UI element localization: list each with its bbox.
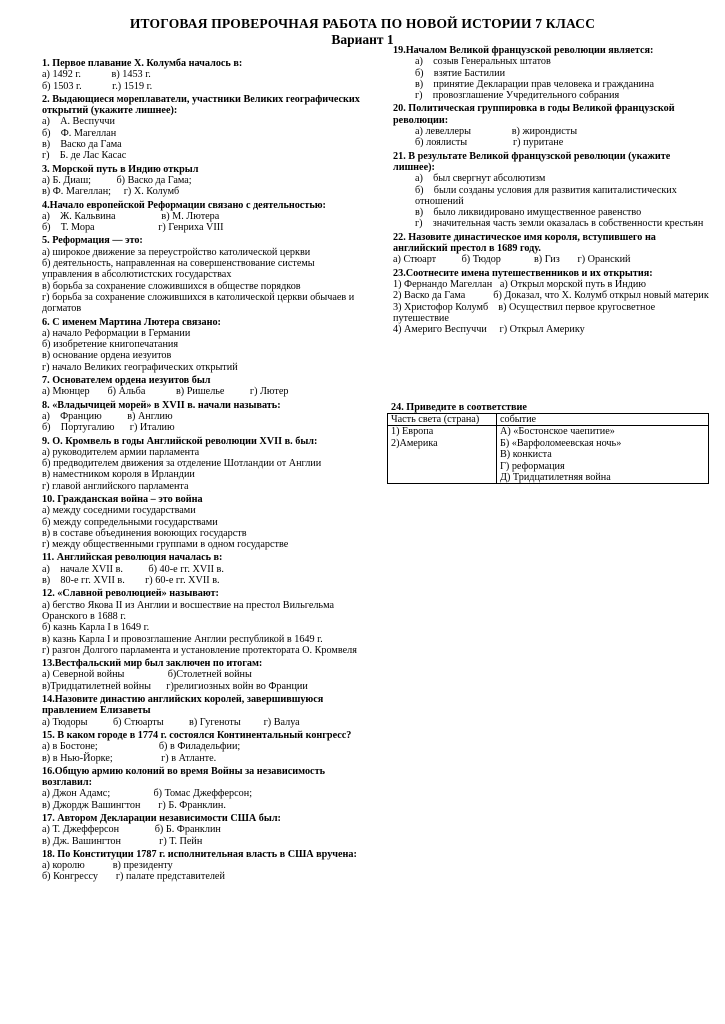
question-text: 22. Назовите династическое имя короля, вступившего на английский престол в 1689 году. [393,231,656,255]
answer-option: а) Стюарт б) Тюдор в) Гиз г) Оранский [393,254,631,266]
answer-option: 2) Васко да Гама б) Доказал, что Х. Колумб открыл новый материк [393,290,709,302]
question-block [42,94,360,162]
question-block [42,436,360,492]
question-text: 12. «Славной революцией» называют: [42,588,219,600]
answer-option: 1) Фернандо Магеллан а) Открыл морской путь в Индию [393,278,646,290]
question-block [42,694,360,728]
question-text: 23.Соотнесите имена путешественников и их открытия: [393,267,653,279]
question-block [42,494,360,550]
matching-table [387,413,709,484]
answer-option: а) А. Веспуччи [42,116,115,128]
question-text: 4.Начало европейской Реформации связано с деятельностью: [42,199,326,211]
regions-cell [388,426,497,484]
answer-option: а) Тюдоры б) Стюарты в) Гугеноты г) Валуа [42,716,300,728]
answer-option: б) деятельность, направленная на совершенствование системы управления в абсолютистских государствах [42,258,318,281]
answer-option: а) Б. Диаш; б) Васко да Гама; [42,174,192,186]
answer-option: 4) Америго Веспуччи г) Открыл Америку [393,324,585,336]
question-block [42,400,360,434]
answer-option: в) в Нью-Йорке; г) в Атланте. [42,752,217,764]
question-text: 16.Общую армию колоний во время Войны за независимость возглавил: [42,765,325,789]
question-block [42,730,360,764]
question-text: 3. Морской путь в Индию открыл [42,163,199,175]
answer-option: б) между сопредельными государствами [42,516,218,528]
answer-option: а) руководителем армии парламента [42,446,200,458]
answer-option: в) борьба за сохранение сложившихся в обществе порядков [42,280,301,292]
answer-option: г) разгон Долгого парламента и установление протектората О. Кромвеля [42,644,357,656]
question-block [42,317,360,373]
page-title: ИТОГОВАЯ ПРОВЕРОЧНАЯ РАБОТА ПО НОВОЙ ИСТОРИИ 7 КЛАСС [129,16,596,31]
question-text: 11. Английская революция началась в: [42,552,223,564]
answer-option: г) значительная часть земли оказалась в собственности крестьян [415,218,704,230]
question-block [393,268,709,336]
answer-option: в) Джордж Вашингтон г) Б. Франклин. [42,799,226,811]
matching-table-body [388,426,709,484]
question-block [42,658,360,692]
answer-option: а) левеллеры в) жирондисты [415,126,578,138]
question-block [42,552,360,586]
answer-option: а) 1492 г. в) 1453 г. [42,69,151,81]
question-block [42,375,360,398]
answer-option: б) Ф. Магеллан [42,127,117,139]
answer-option: а) был свергнут абсолютизм [415,173,546,185]
question-block [42,766,360,811]
answer-option: в) Дж. Вашингтон г) Т. Пейн [42,835,203,847]
answer-option: б) Конгрессу г) палате представителей [42,871,225,883]
answer-option: в) было ликвидировано имущественное равенство [415,207,642,219]
answer-option: в) основание ордена иезуитов [42,350,172,362]
answer-option: б) казнь Карла I в 1649 г. [42,622,150,634]
answer-option: б) предводителем движения за отделение Шотландии от Англии [42,458,322,470]
question-text: 5. Реформация — это: [42,235,143,247]
event-item: В) конкиста [500,449,552,461]
question-text: 21. В результате Великой французской революции (укажите лишнее): [393,150,671,173]
question-block [393,103,709,148]
question-block [42,235,360,314]
answer-option: б) 1503 г. г.) 1519 г. [42,80,153,92]
answer-option: г) главой английского парламента [42,480,189,492]
answer-option: г) между общественными группами в одном государстве [42,539,289,551]
answer-option: в) Ф. Магеллан; г) Х. Колумб [42,186,180,198]
question-block [42,849,360,883]
answer-option: в) казнь Карла I и провозглашение Англии республикой в 1649 г. [42,633,323,645]
answer-option: а) широкое движение за переустройство католической церкви [42,246,311,258]
question-text: 20. Политическая группировка в годы Великой французской революции: [393,103,675,126]
answer-option: в) принятие Декларации прав человека и гражданина [415,78,654,90]
header-event: событие [497,414,709,426]
answer-option: а) созыв Генеральных штатов [415,56,551,68]
event-item: А) «Бостонское чаепитие» [500,426,615,438]
question-block [42,813,360,847]
left-column [42,58,360,883]
question-text: 13.Вестфальский мир был заключен по итогам: [42,658,263,670]
event-item: Г) реформация [500,460,565,472]
question-text: 15. В каком городе в 1774 г. состоялся Континентальный конгресс? [42,729,352,741]
answer-option: в) 80-е гг. XVII в. г) 60-е гг. XVII в. [42,575,220,587]
answer-option: а) королю в) президенту [42,860,173,872]
event-item: Д) Тридцатилетняя война [500,472,611,484]
header-part-of-world: Часть света (страна) [388,414,497,426]
question-24-caption: 24. Приведите в соответствие [391,402,527,413]
matching-table-header [388,414,709,426]
question-text: 18. По Конституции 1787 г. исполнительная власть в США вручена: [42,848,357,860]
question-text: 2. Выдающиеся мореплаватели, участники Великих географических открытий (укажите лишнее): [42,93,360,117]
answer-option: а) Северной войны б)Столетней войны [42,669,252,681]
region-item: 2)Америка [391,437,438,449]
answer-option: г) начало Великих географических открытий [42,361,238,373]
answer-option: а) Джон Адамс; б) Томас Джефферсон; [42,788,253,800]
question-block [393,45,709,101]
answer-option: а) Францию в) Англию [42,410,173,422]
answer-option: а) начало Реформации в Германии [42,327,191,339]
answer-option: б) были созданы условия для развития капиталистических отношений [415,184,680,207]
question-text: 1. Первое плавание Х. Колумба началось в: [42,58,243,69]
question-block [393,232,709,266]
right-column [393,45,709,335]
answer-option: б) изобретение книгопечатания [42,339,179,351]
answer-option: в)Тридцатилетней войны г)религиозных войн во Франции [42,680,308,692]
question-block [42,588,360,656]
question-block [393,151,709,230]
answer-option: б) Т. Мора г) Генриха VIII [42,222,224,234]
answer-option: а) Ж. Кальвина в) М. Лютера [42,210,220,222]
question-text: 10. Гражданская война – это война [42,493,203,505]
question-block [42,164,360,198]
answer-option: а) Т. Джефферсон б) Б. Франклин [42,824,221,836]
answer-option: в) Васко да Гама [42,139,122,151]
answer-option: г) Б. де Лас Касас [42,150,127,162]
question-text: 19.Началом Великой французской революции является: [393,45,654,56]
answer-option: в) наместником короля в Ирландии [42,469,195,481]
variant-subtitle: Вариант 1 [331,32,394,47]
question-text: 6. С именем Мартина Лютера связано: [42,316,221,328]
answer-option: а) между соседними государствами [42,505,196,517]
question-block [42,200,360,234]
event-item: Б) «Варфоломеевская ночь» [500,437,622,449]
question-text: 17. Автором Декларации независимости США был: [42,813,281,824]
answer-option: а) Мюнцер б) Альба в) Ришелье г) Лютер [42,386,289,398]
question-text: 7. Основателем ордена иезуитов был [42,375,211,387]
question-text: 9. О. Кромвель в годы Английской революции XVII в. был: [42,435,318,447]
answer-option: г) провозглашение Учредительного собрания [415,90,620,102]
answer-option: г) борьба за сохранение сложившихся в католической церкви обычаев и догматов [42,291,357,315]
events-cell [497,426,709,484]
answer-option: а) в Бостоне; б) в Филадельфии; [42,741,241,753]
region-item: 1) Европа [391,426,434,438]
question-block [42,58,360,92]
answer-option: б) Португалию г) Италию [42,422,175,434]
question-text: 14.Назовите династию английских королей, завершившуюся правлением Елизаветы [42,694,324,717]
answer-option: в) в составе объединения воюющих государств [42,527,247,539]
question-text: 8. «Владычицей морей» в XVII в. начали называть: [42,399,281,411]
answer-option: а) бегство Якова II из Англии и восшествие на престол Вильгельма Оранского в 1688 г. [42,599,337,622]
answer-option: 3) Христофор Колумб в) Осуществил первое кругосветное путешествие [393,301,658,324]
answer-option: б) лоялисты г) пуритане [415,137,564,149]
answer-option: б) взятие Бастилии [415,67,506,79]
answer-option: а) начале XVII в. б) 40-е гг. XVII в. [42,563,224,575]
